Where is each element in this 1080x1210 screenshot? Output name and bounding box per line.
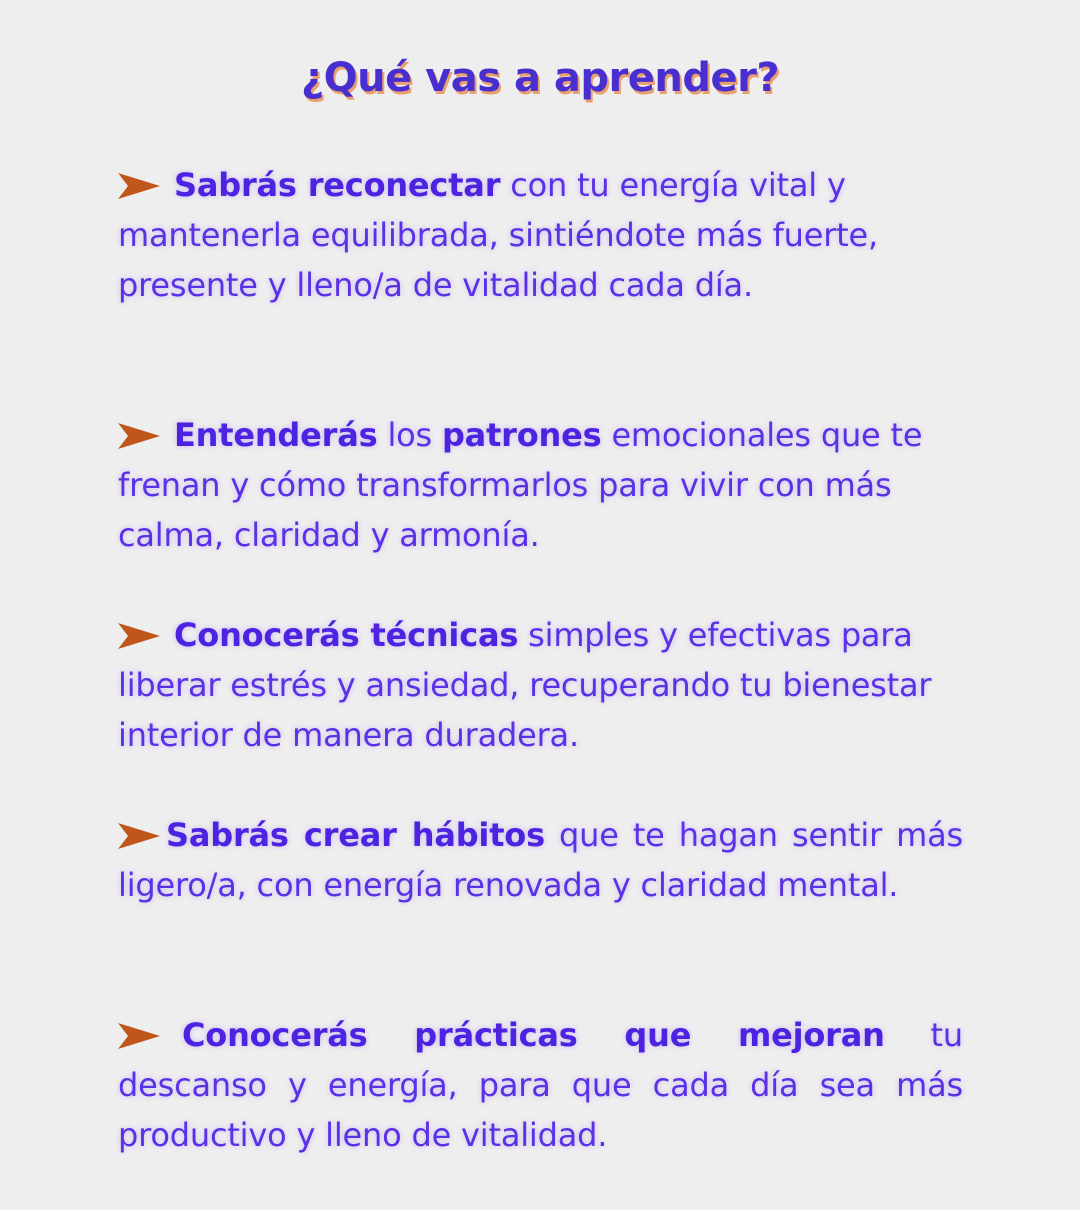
- item-5-text: tu descanso y energía, para que cada día sea más productivo y lleno de vitalidad.: [118, 1016, 963, 1154]
- list-item-1: [118, 160, 963, 310]
- item-2-highlight-2: patrones: [441, 416, 602, 454]
- arrow-right-icon: [118, 1023, 160, 1049]
- item-4-highlight: Sabrás crear hábitos: [166, 816, 545, 854]
- item-2-highlight-1: Entenderás: [174, 416, 378, 454]
- page-title: ¿Qué vas a aprender?: [300, 55, 780, 101]
- item-1-text: con tu energía vital y mantenerla equilibrada, sintiéndote más fuerte, presente y lleno/a de vitalidad cada día.: [118, 166, 878, 304]
- arrow-right-icon: [118, 623, 160, 649]
- list-item-3: [118, 610, 963, 760]
- list-item-2: [118, 410, 963, 560]
- item-4-text: que te hagan sentir más ligero/a, con energía renovada y claridad mental.: [118, 816, 963, 904]
- item-3-text: simples y efectivas para liberar estrés y ansiedad, recuperando tu bienestar interior de manera duradera.: [118, 616, 932, 754]
- item-2-text-1: los: [377, 416, 442, 454]
- arrow-right-icon: [118, 173, 160, 199]
- arrow-right-icon: [118, 823, 160, 849]
- arrow-right-icon: [118, 423, 160, 449]
- list-item-4: [118, 810, 963, 910]
- list-item-5: [118, 1010, 963, 1160]
- item-2-text-2: emocionales que te frenan y cómo transformarlos para vivir con más calma, claridad y armonía.: [118, 416, 923, 554]
- item-5-highlight: Conocerás prácticas que mejoran: [182, 1016, 885, 1054]
- item-3-highlight: Conocerás técnicas: [174, 616, 519, 654]
- item-1-highlight: Sabrás reconectar: [174, 166, 501, 204]
